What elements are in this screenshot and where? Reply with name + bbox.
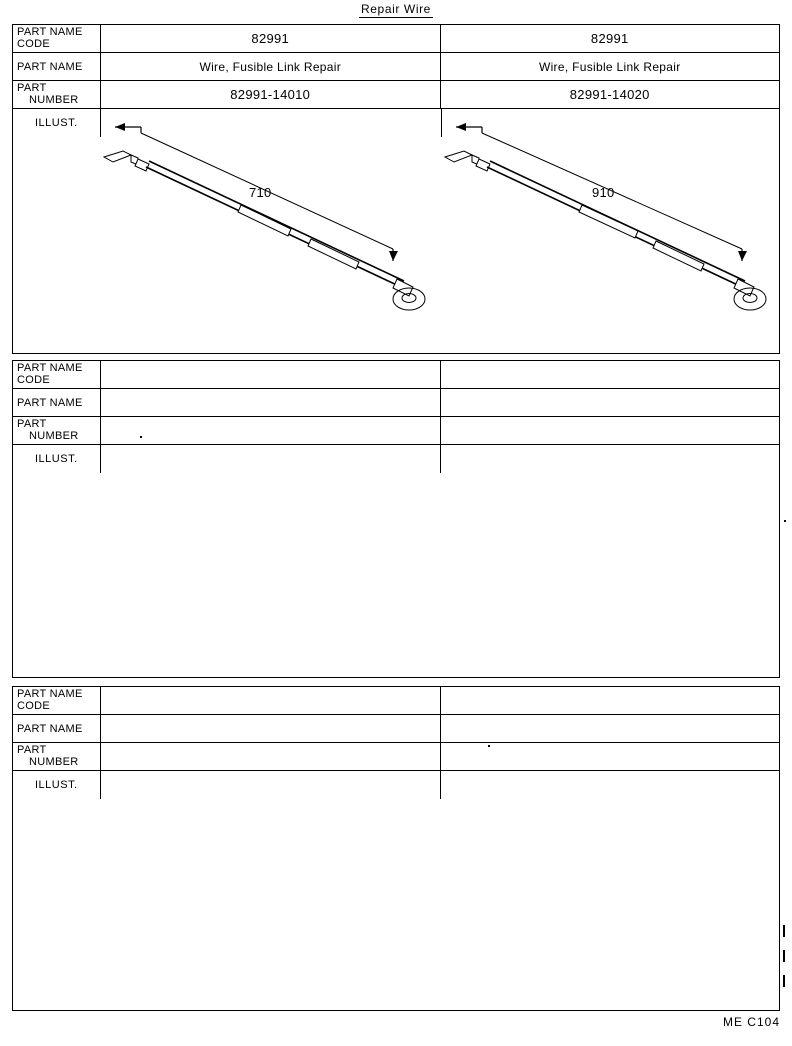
label-number: NUMBER bbox=[29, 430, 79, 442]
parts-table-3 bbox=[12, 686, 780, 1011]
cell-part-name-col2 bbox=[441, 389, 780, 416]
cell-part-name-col2 bbox=[441, 715, 780, 742]
cell-illustration-col2 bbox=[442, 109, 782, 200]
row-part-name-code bbox=[13, 361, 779, 389]
row-illustration bbox=[13, 771, 779, 799]
row-label-part-name bbox=[13, 389, 101, 416]
label-part-name: PART NAME bbox=[17, 362, 83, 374]
cell-illustration-col2 bbox=[441, 445, 780, 473]
cell-part-number-col1 bbox=[101, 743, 441, 770]
cell-part-name-code-col2: 82991 bbox=[590, 31, 629, 46]
cell-part-name-col1 bbox=[101, 389, 441, 416]
label-number: NUMBER bbox=[29, 756, 79, 768]
cell-part-number-col1 bbox=[101, 417, 441, 444]
cell-part-name-col1: Wire, Fusible Link Repair bbox=[101, 53, 441, 80]
row-label-part-number bbox=[13, 743, 101, 770]
row-part-name-code bbox=[13, 25, 779, 53]
cell-part-name-col1 bbox=[101, 715, 441, 742]
page-title-text: Repair Wire bbox=[361, 2, 431, 16]
label-part-name: PART NAME bbox=[17, 688, 83, 700]
row-part-name bbox=[13, 389, 779, 417]
cell-part-number-col2 bbox=[441, 417, 780, 444]
cell-part-name-code-col1 bbox=[101, 361, 441, 388]
cell-illustration-col1 bbox=[101, 771, 441, 799]
label-part-name: PART NAME bbox=[17, 396, 83, 409]
cell-part-number-col2: 82991-14020 bbox=[569, 87, 650, 102]
label-part-name: PART NAME bbox=[17, 60, 83, 73]
scan-artifact-dot bbox=[784, 520, 786, 522]
row-label-part-number bbox=[13, 81, 101, 108]
scan-artifact-dot bbox=[488, 745, 490, 747]
cell-illustration-col2 bbox=[441, 771, 780, 799]
row-part-name bbox=[13, 715, 779, 743]
label-code: CODE bbox=[17, 700, 50, 712]
row-label-part-name-code bbox=[13, 361, 101, 388]
label-part-name: PART NAME bbox=[17, 722, 83, 735]
fusible-link-drawing-1 bbox=[101, 109, 441, 351]
cell-part-name-code-col1: 82991 bbox=[101, 25, 441, 52]
label-part: PART bbox=[17, 744, 47, 756]
cell-part-name-code-col2 bbox=[441, 687, 780, 714]
cell-part-name-col2: Wire, Fusible Link Repair bbox=[538, 59, 681, 74]
row-label-illust bbox=[13, 771, 101, 799]
cell-part-name-code-col2 bbox=[441, 361, 780, 388]
row-label-illust bbox=[13, 109, 101, 137]
label-illust: ILLUST. bbox=[35, 453, 78, 465]
cell-part-number-col1: 82991-14010 bbox=[101, 81, 441, 108]
row-part-number bbox=[13, 743, 779, 771]
fusible-link-drawing-2 bbox=[442, 109, 782, 351]
label-illust: ILLUST. bbox=[35, 779, 78, 791]
cell-illustration-col1 bbox=[101, 445, 441, 473]
dimension-label-2: 910 bbox=[592, 185, 615, 200]
row-label-part-name bbox=[13, 715, 101, 742]
row-part-name bbox=[13, 53, 779, 81]
label-illust: ILLUST. bbox=[35, 117, 78, 129]
row-label-illust bbox=[13, 445, 101, 473]
row-label-part-name-code bbox=[13, 687, 101, 714]
edge-mark-icon bbox=[783, 975, 785, 987]
row-part-number bbox=[13, 417, 779, 445]
footer-page-code: ME C104 bbox=[722, 1015, 780, 1029]
row-illustration bbox=[13, 109, 779, 200]
row-label-part-name bbox=[13, 53, 101, 80]
label-number: NUMBER bbox=[29, 94, 79, 106]
label-code: CODE bbox=[17, 38, 50, 50]
page-title bbox=[0, 2, 792, 16]
scan-artifact-dot bbox=[140, 436, 142, 438]
cell-illustration-col1 bbox=[101, 109, 442, 200]
label-part: PART bbox=[17, 82, 47, 94]
dimension-label-1: 710 bbox=[249, 185, 272, 200]
edge-mark-icon bbox=[783, 925, 785, 937]
label-code: CODE bbox=[17, 374, 50, 386]
edge-mark-icon bbox=[783, 950, 785, 962]
row-label-part-name-code bbox=[13, 25, 101, 52]
row-label-part-number bbox=[13, 417, 101, 444]
label-part-name: PART NAME bbox=[17, 26, 83, 38]
label-part: PART bbox=[17, 418, 47, 430]
cell-part-number-col2 bbox=[441, 743, 780, 770]
row-part-number bbox=[13, 81, 779, 109]
parts-table-2 bbox=[12, 360, 780, 678]
row-part-name-code bbox=[13, 687, 779, 715]
cell-part-name-code-col1 bbox=[101, 687, 441, 714]
row-illustration bbox=[13, 445, 779, 473]
parts-table-1 bbox=[12, 24, 780, 354]
